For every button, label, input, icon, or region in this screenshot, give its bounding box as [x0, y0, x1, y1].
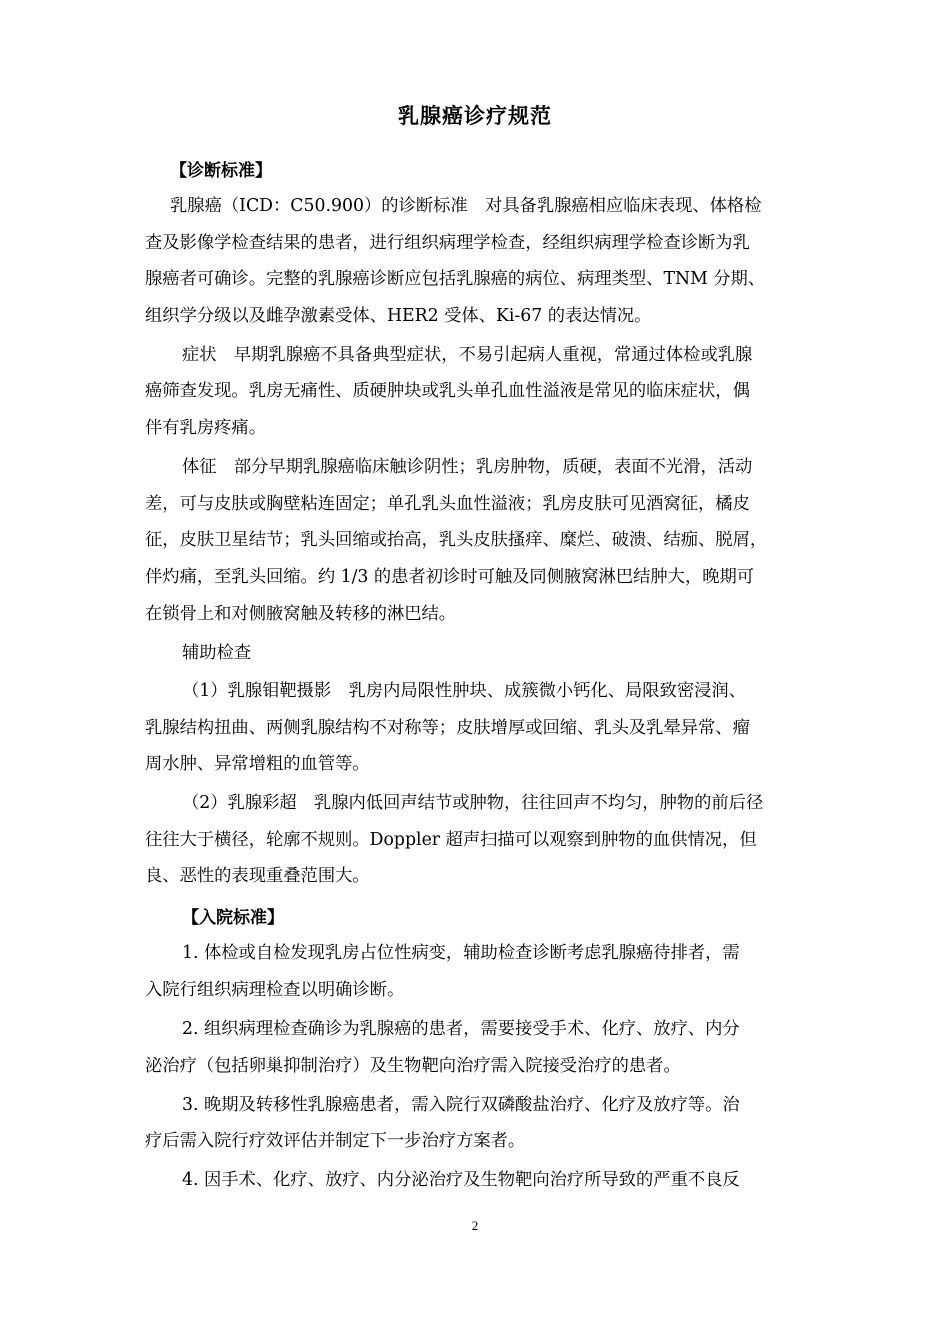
text-line: 辅助检查 [182, 643, 252, 663]
text-line: 乳腺癌（ICD：C50.900）的诊断标准 对具备乳腺癌相应临床表现、体格检 [170, 196, 762, 216]
text-line: 疗后需入院行疗效评估并制定下一步治疗方案者。 [145, 1131, 526, 1151]
text-line: （1）乳腺钼靶摄影 乳房内局限性肿块、成簇微小钙化、局限致密浸润、 [182, 681, 746, 701]
text-line: 往往大于横径，轮廓不规则。Doppler 超声扫描可以观察到肿物的血供情况，但 [145, 830, 757, 850]
text-line: 乳腺结构扭曲、两侧乳腺结构不对称等；皮肤增厚或回缩、乳头及乳晕异常、瘤 [145, 718, 750, 738]
text-line: 查及影像学检查结果的患者，进行组织病理学检查，经组织病理学检查诊断为乳 [145, 233, 750, 253]
section-heading-admission: 【入院标准】 [182, 908, 284, 928]
text-line: 癌筛查发现。乳房无痛性、质硬肿块或乳头单孔血性溢液是常见的临床症状，偶 [145, 381, 750, 401]
text-line: 体征 部分早期乳腺癌临床触诊阴性；乳房肿物，质硬，表面不光滑，活动 [182, 457, 753, 477]
text-line: 组织学分级以及雌孕激素受体、HER2 受体、Ki-67 的表达情况。 [145, 306, 652, 326]
text-line: 伴有乳房疼痛。 [145, 418, 266, 438]
text-line: 症状 早期乳腺癌不具备典型症状，不易引起病人重视，常通过体检或乳腺 [182, 345, 753, 365]
text-line: 入院行组织病理检查以明确诊断。 [145, 980, 405, 1000]
section-heading-diagnosis: 【诊断标准】 [170, 161, 272, 181]
page-title: 乳腺癌诊疗规范 [398, 104, 552, 128]
text-line: 伴灼痛，至乳头回缩。约 1/3 的患者初诊时可触及同侧腋窝淋巴结肿大，晚期可 [145, 567, 755, 587]
text-line: 征，皮肤卫星结节；乳头回缩或抬高，乳头皮肤搔痒、糜烂、破溃、结痂、脱屑， [145, 530, 768, 550]
page-number: 2 [471, 1218, 479, 1233]
text-line: （2）乳腺彩超 乳腺内低回声结节或肿物，往往回声不均匀，肿物的前后径 [182, 793, 764, 813]
text-line: 腺癌者可确诊。完整的乳腺癌诊断应包括乳腺癌的病位、病理类型、TNM 分期、 [145, 269, 766, 289]
text-line: 周水肿、异常增粗的血管等。 [145, 754, 370, 774]
text-line: 2. 组织病理检查确诊为乳腺癌的患者，需要接受手术、化疗、放疗、内分 [182, 1019, 740, 1039]
text-line: 差，可与皮肤或胸壁粘连固定；单孔乳头血性溢液；乳房皮肤可见酒窝征，橘皮 [145, 494, 750, 514]
text-line: 良、恶性的表现重叠范围大。 [145, 866, 370, 886]
text-line: 3. 晚期及转移性乳腺癌患者，需入院行双磷酸盐治疗、化疗及放疗等。治 [182, 1095, 740, 1115]
text-line: 泌治疗（包括卵巢抑制治疗）及生物靶向治疗需入院接受治疗的患者。 [145, 1056, 681, 1076]
text-line: 在锁骨上和对侧腋窝触及转移的淋巴结。 [145, 604, 457, 624]
text-line: 1. 体检或自检发现乳房占位性病变，辅助检查诊断考虑乳腺癌待排者，需 [182, 943, 740, 963]
text-line: 4. 因手术、化疗、放疗、内分泌治疗及生物靶向治疗所导致的严重不良反 [182, 1170, 740, 1190]
